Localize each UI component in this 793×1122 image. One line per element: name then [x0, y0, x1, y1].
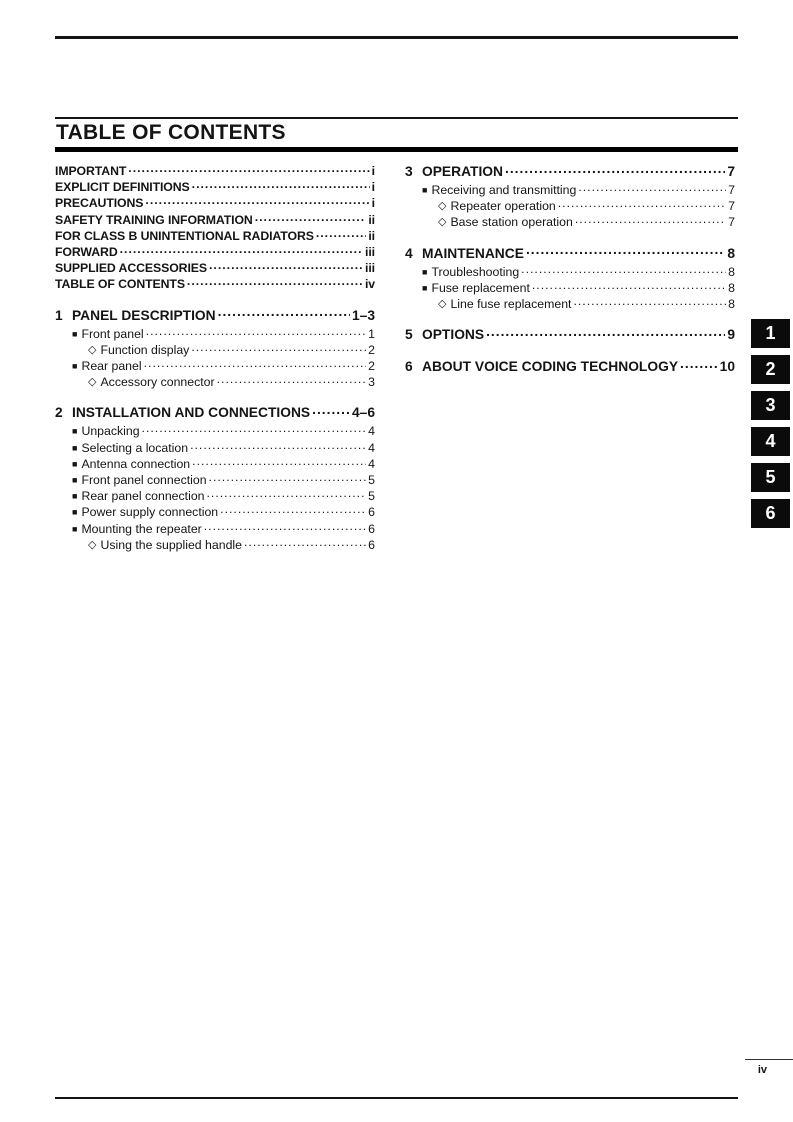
- dot-leader: [192, 456, 366, 472]
- section-number: 2: [55, 405, 63, 421]
- toc-entry: [55, 228, 375, 244]
- toc-entry-label: Repeater operation: [450, 199, 556, 214]
- dot-leader: [204, 521, 366, 537]
- diamond-bullet-icon: ◇: [438, 200, 447, 213]
- toc-entry: [55, 472, 375, 488]
- toc-entry-page: 6: [368, 537, 375, 552]
- section-title: PANEL DESCRIPTION: [72, 307, 216, 323]
- toc-entry-page: i: [371, 164, 375, 178]
- toc-entry-page: ii: [368, 228, 375, 243]
- square-bullet-icon: ■: [422, 266, 428, 277]
- dot-leader: [220, 504, 366, 520]
- dot-leader: [142, 423, 367, 439]
- square-bullet-icon: ■: [72, 507, 78, 518]
- dot-leader: [187, 276, 363, 292]
- toc-entry: [405, 182, 735, 198]
- section-heading: [405, 358, 735, 376]
- dot-leader: [486, 326, 725, 344]
- toc-entry-label: PRECAUTIONS: [55, 196, 144, 211]
- toc-entry-label: FOR CLASS B UNINTENTIONAL RADIATORS: [55, 228, 314, 243]
- section-heading: [55, 404, 375, 422]
- toc-entry-label: Base station operation: [450, 215, 573, 230]
- section-title: OPERATION: [422, 164, 503, 179]
- section-tab-3: 3: [751, 391, 790, 420]
- toc-entry-page: 7: [728, 199, 735, 214]
- toc-entry: [55, 521, 375, 537]
- dot-leader: [218, 307, 350, 325]
- square-bullet-icon: ■: [72, 523, 78, 534]
- toc-entry-page: 7: [728, 183, 735, 197]
- toc-entry: [55, 358, 375, 374]
- toc-entry-page: iv: [364, 277, 375, 292]
- toc-entry: [55, 488, 375, 504]
- toc-entry-page: 5: [368, 489, 375, 504]
- toc-entry-page: i: [371, 180, 375, 195]
- toc-entry: [405, 264, 735, 280]
- toc-entry-label: Accessory connector: [100, 375, 215, 390]
- toc-entry-page: 6: [368, 521, 375, 536]
- square-bullet-icon: ■: [72, 475, 78, 486]
- section-pages: 10: [719, 359, 735, 375]
- title-rule-thick: [55, 147, 738, 152]
- dot-leader: [190, 440, 366, 456]
- toc-entry: [55, 504, 375, 520]
- dot-leader: [558, 198, 726, 214]
- toc-left-column: [55, 163, 375, 553]
- toc-entry: [55, 195, 375, 211]
- dot-leader: [128, 163, 369, 179]
- toc-entry-page: 2: [368, 342, 375, 357]
- toc-entry-label: Unpacking: [81, 424, 140, 439]
- toc-entry-page: 8: [728, 280, 735, 295]
- dot-leader: [244, 537, 366, 553]
- page-number: iv: [757, 1064, 767, 1076]
- toc-entry-page: ii: [368, 212, 375, 227]
- toc-entry-page: 4: [368, 456, 375, 471]
- toc-entry-page: iii: [365, 261, 375, 276]
- toc-entry-label: IMPORTANT: [55, 164, 127, 178]
- toc-entry: [55, 163, 375, 179]
- square-bullet-icon: ■: [72, 442, 78, 453]
- toc-entry-page: 4: [368, 424, 375, 439]
- diamond-bullet-icon: ◇: [88, 343, 97, 356]
- toc-entry: [55, 456, 375, 472]
- dot-leader: [207, 488, 367, 504]
- dot-leader: [316, 228, 367, 244]
- toc-entry: [55, 179, 375, 195]
- section-number: 5: [405, 327, 413, 343]
- toc-entry: [55, 537, 375, 553]
- toc-entry: [55, 244, 375, 260]
- dot-leader: [312, 404, 350, 422]
- dot-leader: [191, 342, 366, 358]
- toc-entry: [405, 280, 735, 296]
- dot-leader: [120, 244, 363, 260]
- toc-entry: [55, 276, 375, 292]
- section-heading: [405, 326, 735, 344]
- square-bullet-icon: ■: [422, 185, 428, 195]
- diamond-bullet-icon: ◇: [438, 298, 447, 311]
- toc-entry-page: 8: [728, 264, 735, 279]
- section-title: INSTALLATION AND CONNECTIONS: [72, 405, 311, 421]
- toc-entry-label: Line fuse replacement: [450, 297, 572, 312]
- dot-leader: [146, 326, 367, 342]
- toc-entry-label: Rear panel: [81, 359, 142, 374]
- toc-entry-label: TABLE OF CONTENTS: [55, 277, 185, 292]
- dot-leader: [209, 260, 363, 276]
- section-tab-5: 5: [751, 463, 790, 492]
- square-bullet-icon: ■: [422, 282, 428, 293]
- square-bullet-icon: ■: [72, 328, 78, 339]
- toc-entry-label: Function display: [100, 342, 190, 357]
- dot-leader: [532, 280, 726, 296]
- toc-entry: [55, 260, 375, 276]
- side-tab-index: [751, 319, 790, 535]
- section-number: 4: [405, 245, 413, 261]
- section-title: OPTIONS: [422, 327, 485, 343]
- toc-entry-label: Front panel connection: [81, 473, 207, 488]
- dot-leader: [144, 358, 367, 374]
- toc-entry-label: Using the supplied handle: [100, 537, 242, 552]
- section-heading: [405, 245, 735, 263]
- page-title: TABLE OF CONTENTS: [56, 121, 286, 144]
- toc-entry-page: 7: [728, 215, 735, 230]
- section-tab-4: 4: [751, 427, 790, 456]
- dot-leader: [578, 182, 726, 198]
- toc-entry-page: i: [371, 196, 375, 211]
- dot-leader: [680, 358, 718, 376]
- toc-entry-page: 8: [728, 297, 735, 312]
- toc-entry: [55, 326, 375, 342]
- dot-leader: [145, 195, 369, 211]
- section-number: 1: [55, 307, 63, 323]
- dot-leader: [505, 163, 725, 181]
- toc-entry-label: Fuse replacement: [431, 280, 530, 295]
- toc-entry-label: Troubleshooting: [431, 264, 520, 279]
- section-pages: 1–3: [351, 307, 375, 323]
- toc-section-panel-description: [55, 307, 375, 391]
- toc-entry: [55, 342, 375, 358]
- dot-leader: [217, 374, 367, 390]
- section-title: ABOUT VOICE CODING TECHNOLOGY: [422, 359, 679, 375]
- toc-entry: [405, 296, 735, 312]
- toc-entry-page: 5: [368, 473, 375, 488]
- dot-leader: [192, 179, 370, 195]
- toc-entry: [405, 198, 735, 214]
- toc-section-voice-coding: [405, 358, 735, 376]
- square-bullet-icon: ■: [72, 361, 78, 372]
- toc-section-operation: [405, 163, 735, 231]
- section-number: 3: [405, 164, 413, 179]
- section-heading: [405, 163, 735, 181]
- section-pages: 8: [727, 245, 735, 261]
- toc-entry: [55, 374, 375, 390]
- toc-entry-label: Antenna connection: [81, 456, 191, 471]
- section-tab-6: 6: [751, 499, 790, 528]
- square-bullet-icon: ■: [72, 491, 78, 502]
- top-rule: [55, 36, 738, 39]
- toc-entry-label: Rear panel connection: [81, 489, 205, 504]
- section-heading: [55, 307, 375, 325]
- toc-entry-page: 2: [368, 359, 375, 374]
- toc-entry-label: FORWARD: [55, 245, 118, 260]
- section-title: MAINTENANCE: [422, 245, 524, 261]
- toc-entry-label: Mounting the repeater: [81, 521, 202, 536]
- toc-section-maintenance: [405, 245, 735, 313]
- toc-entry: [55, 212, 375, 228]
- toc-section-installation: [55, 404, 375, 553]
- toc-right-column: [405, 163, 735, 377]
- toc-entry-label: SAFETY TRAINING INFORMATION: [55, 212, 253, 227]
- toc-entry-label: Selecting a location: [81, 440, 189, 455]
- section-tab-2: 2: [751, 355, 790, 384]
- toc-entry-label: EXPLICIT DEFINITIONS: [55, 180, 190, 195]
- section-pages: 9: [727, 327, 735, 343]
- toc-section-options: [405, 326, 735, 344]
- section-pages: 4–6: [351, 405, 375, 421]
- toc-entry: [405, 214, 735, 230]
- diamond-bullet-icon: ◇: [438, 216, 447, 229]
- square-bullet-icon: ■: [72, 426, 78, 437]
- toc-entry-page: 6: [368, 505, 375, 520]
- toc-entry-label: Front panel: [81, 326, 144, 341]
- diamond-bullet-icon: ◇: [88, 538, 97, 551]
- toc-entry-page: iii: [365, 245, 375, 260]
- page-header: [55, 117, 738, 152]
- toc-entry-label: Receiving and transmitting: [431, 183, 577, 197]
- bottom-rule: [55, 1097, 738, 1099]
- dot-leader: [255, 212, 367, 228]
- front-matter-list: [55, 163, 375, 293]
- section-pages: 7: [727, 164, 735, 179]
- footer-rule: [745, 1059, 793, 1060]
- square-bullet-icon: ■: [72, 458, 78, 469]
- section-tab-1: 1: [751, 319, 790, 348]
- section-number: 6: [405, 359, 413, 375]
- dot-leader: [526, 245, 725, 263]
- toc-entry: [55, 423, 375, 439]
- toc-entry-label: SUPPLIED ACCESSORIES: [55, 261, 207, 276]
- toc-entry-page: 1: [368, 326, 375, 341]
- toc-entry-label: Power supply connection: [81, 505, 219, 520]
- dot-leader: [575, 214, 726, 230]
- toc-entry-page: 3: [368, 375, 375, 390]
- dot-leader: [521, 264, 726, 280]
- dot-leader: [573, 296, 726, 312]
- toc-entry: [55, 440, 375, 456]
- diamond-bullet-icon: ◇: [88, 376, 97, 389]
- toc-entry-page: 4: [368, 440, 375, 455]
- dot-leader: [209, 472, 367, 488]
